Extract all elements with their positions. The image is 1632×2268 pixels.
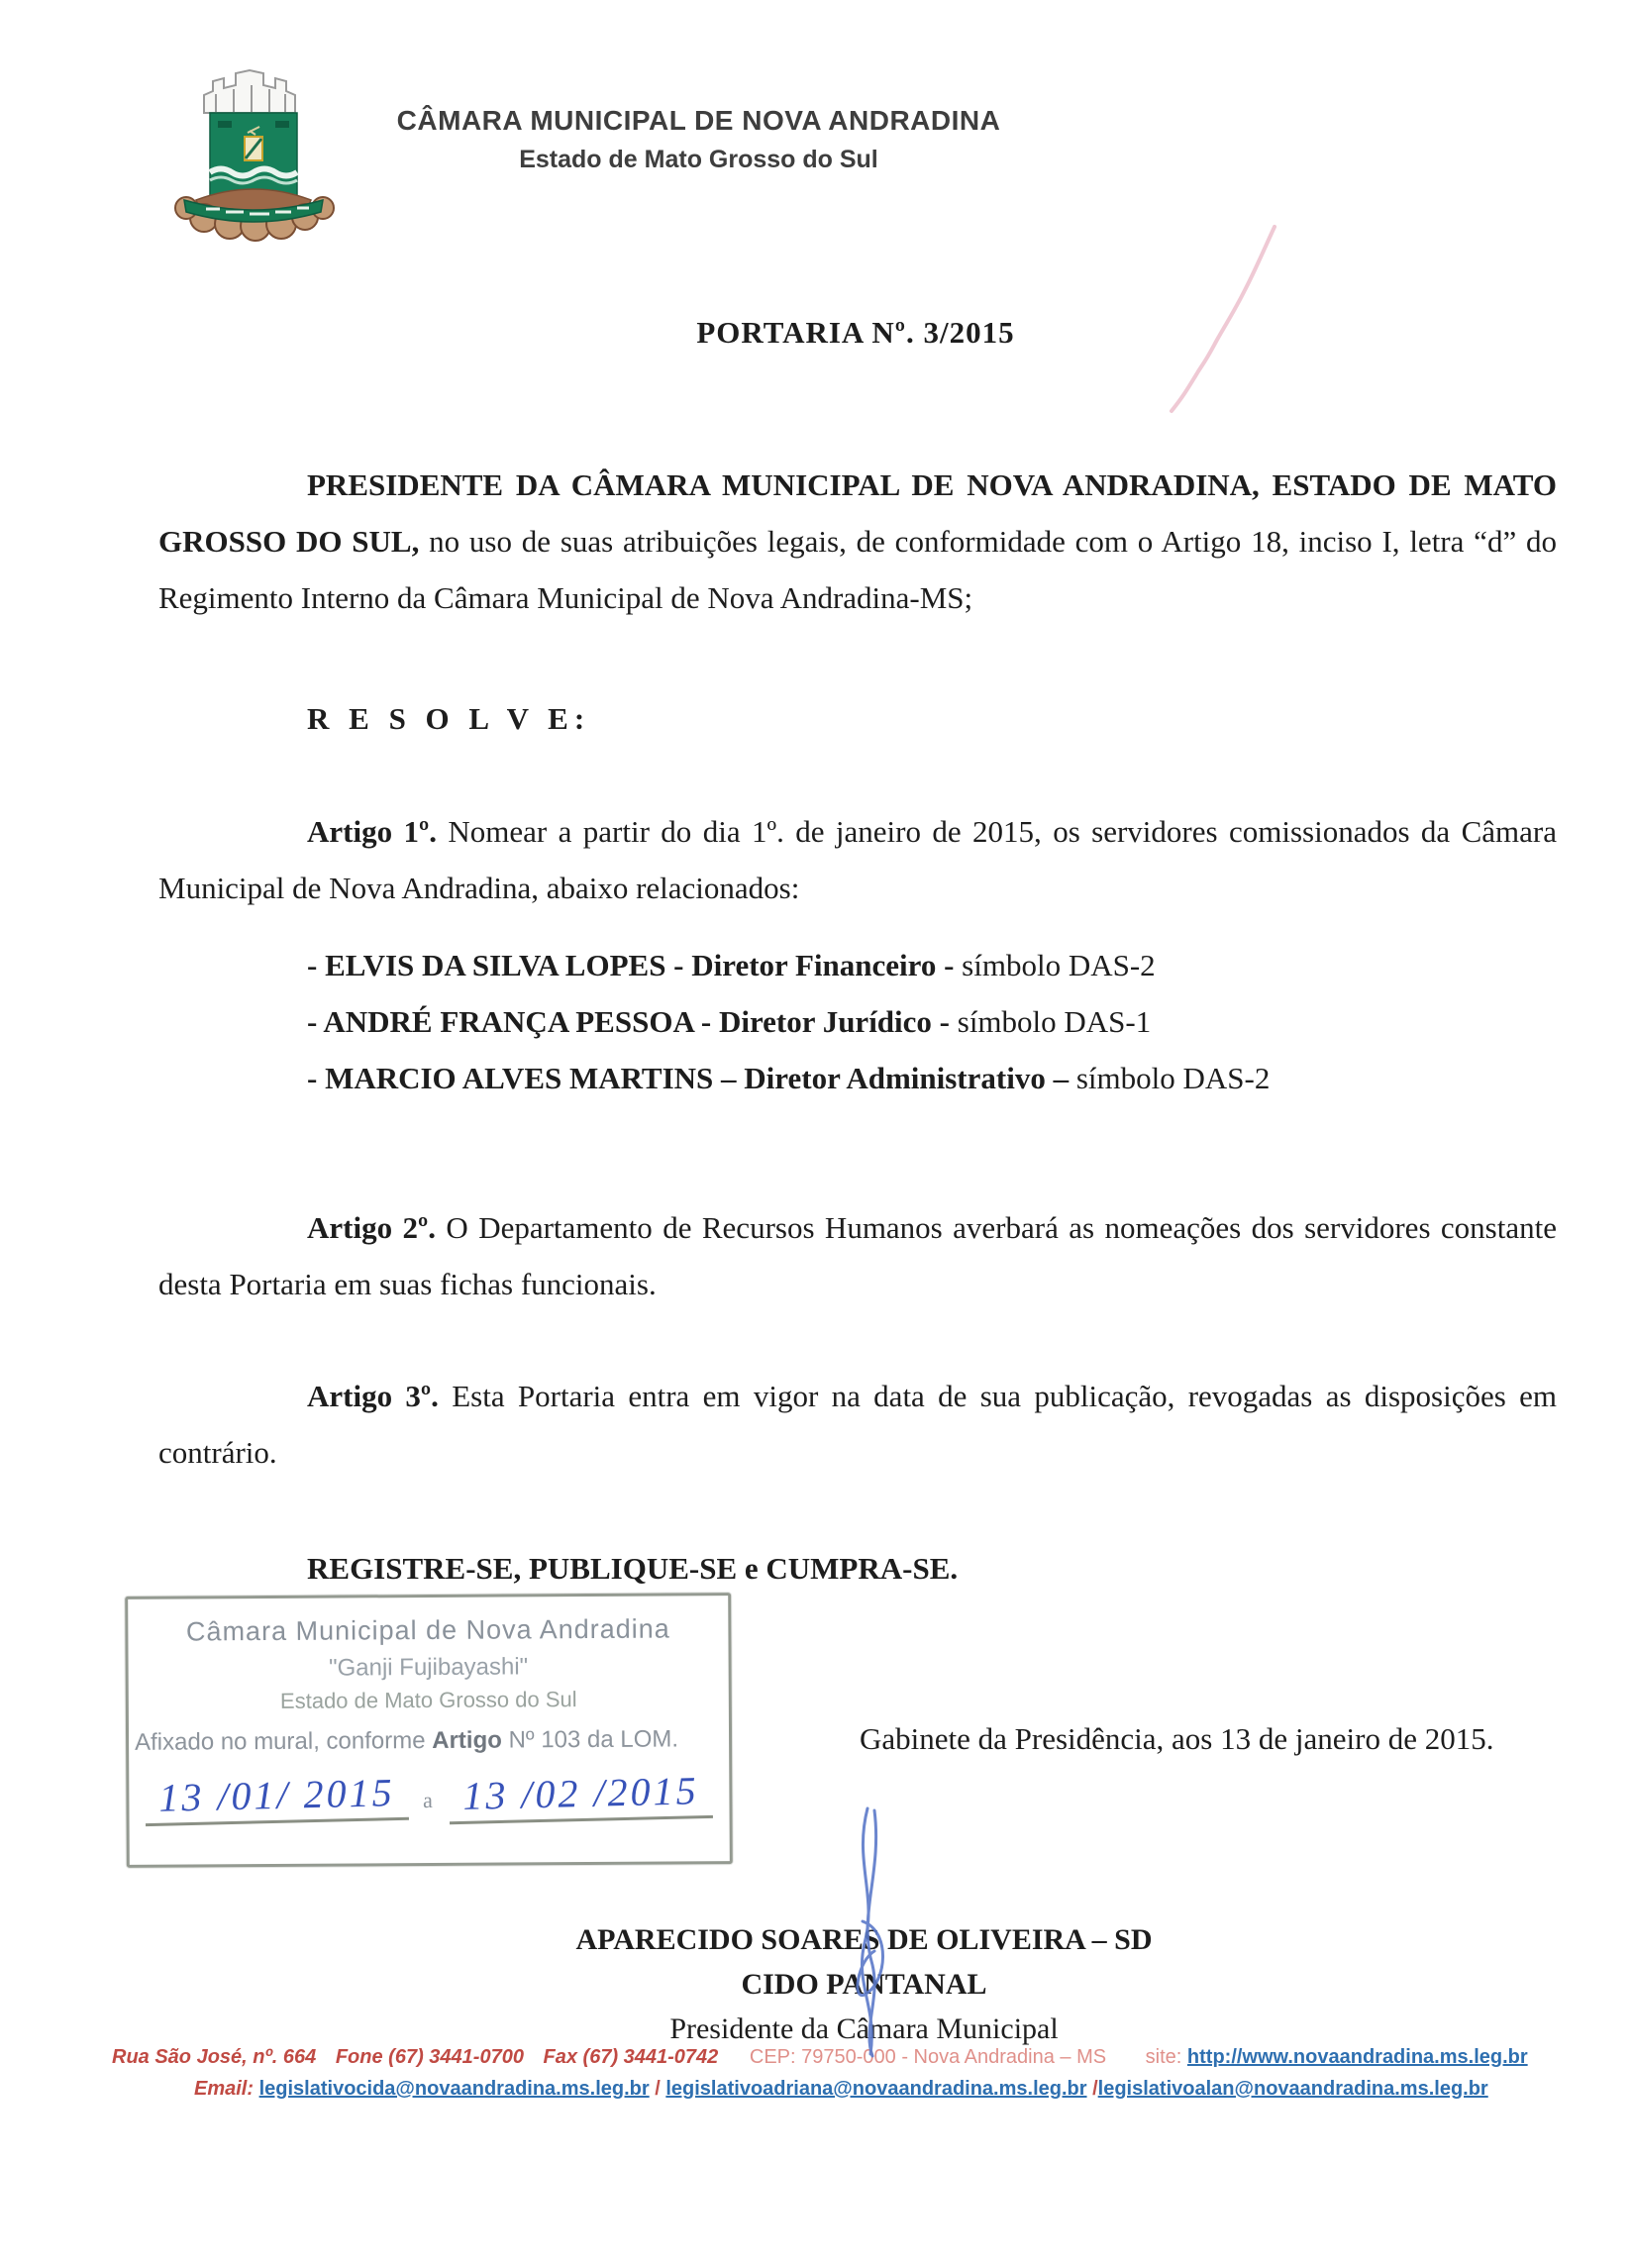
appointments-list <box>158 937 1557 1106</box>
stamp-org-nickname: "Ganji Fujibayashi" <box>328 1653 529 1682</box>
stamp-org-name: Câmara Municipal de Nova Andradina <box>185 1613 670 1647</box>
signer-role: Presidente da Câmara Municipal <box>669 2012 1059 2045</box>
footer-email-1[interactable]: legislativocida@novaandradina.ms.leg.br <box>258 2078 650 2100</box>
footer-email-3[interactable]: legislativoalan@novaandradina.ms.leg.br <box>1097 2078 1488 2100</box>
footer-separator: / <box>1092 2078 1098 2100</box>
article-3-label: Artigo 3º. <box>307 1379 439 1413</box>
opening-rest: no uso de suas atribuições legais, de conformidade com o Artigo 18, inciso I, letra “d” do Regimento Interno da Câmara Municipal de Nova Andradina-MS; <box>158 524 1557 615</box>
appointee-2-symbol: símbolo DAS-1 <box>950 1004 1152 1039</box>
appointee-1-symbol: símbolo DAS-2 <box>954 948 1156 982</box>
article-2 <box>158 1199 1557 1312</box>
footer-cep: CEP: 79750-000 - Nova Andradina – MS <box>749 2046 1107 2068</box>
date-to: 13 /02 /2015 <box>449 1767 713 1824</box>
signature-ink <box>782 1804 931 2064</box>
crown-icon <box>204 70 295 113</box>
footer-separator: / <box>655 2078 661 2100</box>
stamp-legal-pre: Afixado no mural, conforme <box>134 1726 433 1756</box>
org-subtitle: Estado de Mato Grosso do Sul <box>519 146 878 173</box>
footer-email-2[interactable]: legislativoadriana@novaandradina.ms.leg.br <box>665 2078 1087 2100</box>
footer-address: Rua São José, nº. 664 <box>112 2046 317 2068</box>
coat-of-arms-logo <box>166 61 341 242</box>
log-base-icon <box>175 189 334 241</box>
resolve-heading: R E S O L V E: <box>307 701 591 736</box>
footer-email-label: Email: <box>194 2078 255 2100</box>
list-item <box>158 937 1557 993</box>
date-separator: a <box>422 1787 436 1813</box>
footer-line-2 <box>0 2078 1632 2101</box>
stamp-handwritten-dates <box>129 1769 729 1824</box>
list-item <box>158 993 1557 1050</box>
article-2-text: O Departamento de Recursos Humanos averbará as nomeações dos servidores constante desta Portaria em suas fichas funcionais. <box>158 1210 1557 1301</box>
appointee-1: - ELVIS DA SILVA LOPES - Diretor Financeiro - <box>307 948 955 982</box>
appointee-2: - ANDRÉ FRANÇA PESSOA - Diretor Jurídico - <box>307 1004 950 1039</box>
footer-phone: Fone (67) 3441-0700 <box>335 2046 524 2068</box>
article-3 <box>158 1368 1557 1481</box>
opening-bold: PRESIDENTE DA CÂMARA MUNICIPAL DE NOVA ANDRADINA, ESTADO DE MATO GROSSO DO SUL, <box>158 467 1557 559</box>
org-header <box>379 105 1018 174</box>
article-2-label: Artigo 2º. <box>307 1210 436 1245</box>
stamp-legal-bold: Artigo <box>432 1726 502 1754</box>
article-3-text: Esta Portaria entra em vigor na data de sua publicação, revogadas as disposições em contrário. <box>158 1379 1557 1470</box>
list-item <box>158 1050 1557 1106</box>
stamp-legal-post: Nº 103 da LOM. <box>501 1725 679 1754</box>
org-name: CÂMARA MUNICIPAL DE NOVA ANDRADINA <box>396 105 1001 136</box>
appointee-3: - MARCIO ALVES MARTINS – Diretor Administrativo – <box>307 1061 1070 1095</box>
signer-nickname: CIDO PANTANAL <box>741 1968 987 2001</box>
footer-fax: Fax (67) 3441-0742 <box>543 2046 719 2068</box>
footer-site-link[interactable]: http://www.novaandradina.ms.leg.br <box>1186 2046 1528 2068</box>
article-1 <box>158 803 1557 916</box>
shield-icon <box>210 113 297 200</box>
article-1-label: Artigo 1º. <box>307 814 437 849</box>
stamp-legal-line <box>129 1725 729 1757</box>
appointee-3-symbol: símbolo DAS-2 <box>1069 1061 1271 1095</box>
closing-formula: REGISTRE-SE, PUBLIQUE-SE e CUMPRA-SE. <box>307 1551 959 1586</box>
opening-paragraph <box>158 457 1557 626</box>
date-from: 13 /01/ 2015 <box>145 1769 409 1826</box>
place-and-date: Gabinete da Presidência, aos 13 de janeiro de 2015. <box>860 1721 1494 1756</box>
stamp-state: Estado de Mato Grosso do Sul <box>279 1687 577 1713</box>
document-title: PORTARIA Nº. 3/2015 <box>696 315 1015 350</box>
footer-site-label: site: <box>1145 2046 1182 2068</box>
publication-stamp <box>125 1593 733 1868</box>
article-1-text: Nomear a partir do dia 1º. de janeiro de 2015, os servidores comissionados da Câmara Municipal de Nova Andradina, abaixo relacionados: <box>158 814 1557 905</box>
signer-name: APARECIDO SOARES DE OLIVEIRA – SD <box>575 1923 1153 1956</box>
pen-mark <box>1144 213 1322 426</box>
